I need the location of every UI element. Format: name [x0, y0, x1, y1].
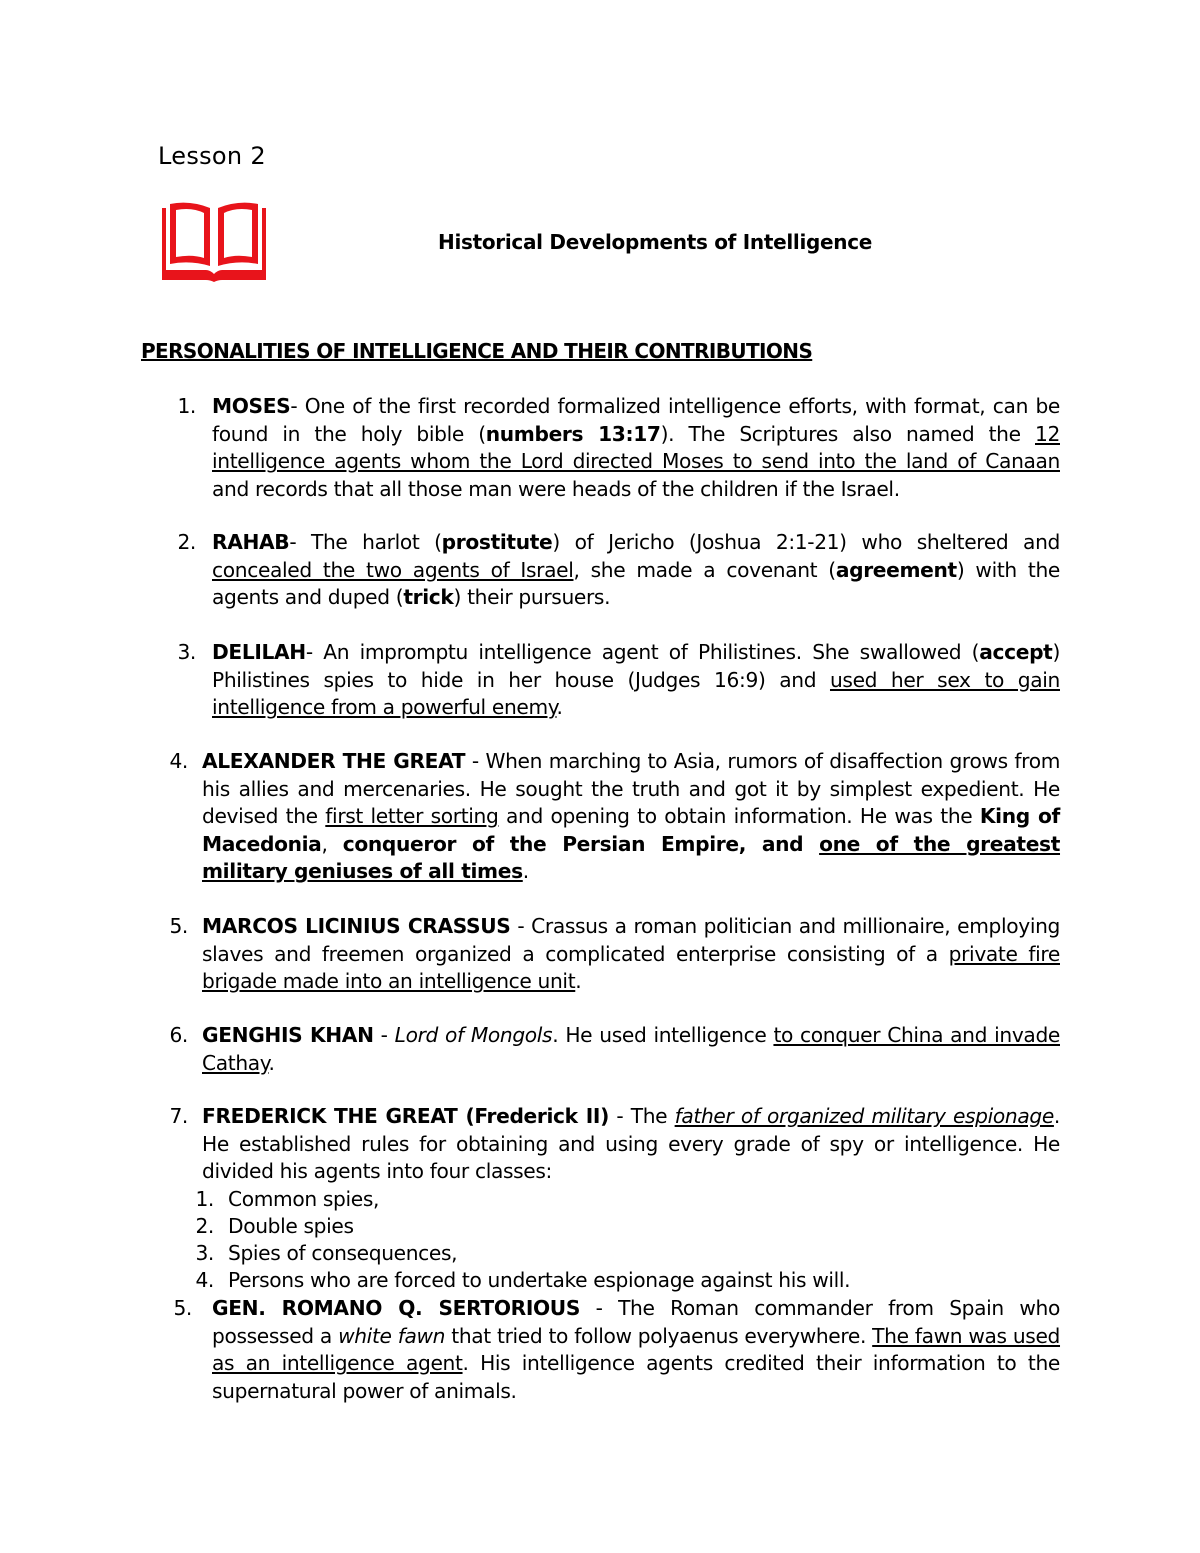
item-text: ) with the agents and duped (	[212, 557, 1060, 609]
personality-name: GEN. ROMANO Q. SERTORIOUS	[212, 1296, 581, 1320]
underlined-text: private fire brigade made into an intelligence unit	[202, 941, 1060, 993]
list-number: 2.	[177, 530, 196, 554]
list-item	[160, 393, 1060, 503]
underlined-text: to conquer China and invade Cathay	[202, 1023, 1060, 1075]
agent-class-item	[160, 1240, 1060, 1267]
document-title: Historical Developments of Intelligence	[438, 230, 873, 254]
list-number: 1.	[177, 394, 196, 418]
item-text: .	[575, 969, 582, 993]
item-text: that tried to follow polyaenus everywhere.	[445, 1323, 873, 1348]
sublist-number: 4.	[195, 1267, 214, 1292]
underlined-text: concealed the two agents of Israel	[212, 557, 574, 582]
item-text: .	[268, 1050, 275, 1075]
agent-class-text: Common spies,	[228, 1186, 380, 1211]
bold-term: King of Macedonia	[202, 804, 1060, 856]
list-number: 7.	[169, 1104, 188, 1128]
agent-class-item	[160, 1186, 1060, 1213]
bold-term: trick	[403, 585, 454, 609]
underlined-text: 12 intelligence agents whom the Lord directed Moses to send into the land of Canaan	[212, 421, 1060, 473]
item-text: - The harlot (	[289, 530, 442, 554]
list-item	[160, 529, 1060, 612]
personality-name: GENGHIS KHAN	[202, 1023, 374, 1047]
sublist-number: 3.	[195, 1240, 214, 1265]
agent-class-text: Spies of consequences,	[228, 1240, 458, 1265]
list-number: 4.	[169, 749, 188, 773]
section-heading: PERSONALITIES OF INTELLIGENCE AND THEIR CONTRIBUTIONS	[141, 339, 813, 363]
item-text: ,	[321, 831, 343, 856]
item-text: ) of Jericho (Joshua 2:1-21) who sheltered and	[552, 530, 1060, 554]
item-text: - One of the first recorded formalized intelligence efforts, with format, can be found in the holy bible (	[212, 394, 1060, 446]
sublist-number: 2.	[195, 1213, 214, 1238]
bold-term: agreement	[835, 557, 957, 582]
list-number: 5.	[169, 914, 188, 938]
item-text: and records that all those man were heads of the children if the Israel.	[212, 476, 900, 501]
item-text: - Crassus a roman politician and millionaire, employing slaves and freemen organized a complicated enterprise consisting of a	[202, 914, 1061, 966]
underlined-text: first letter sorting	[325, 804, 499, 828]
agent-class-item	[160, 1213, 1060, 1240]
item-text: . His intelligence agents credited their information to the supernatural power of animals.	[212, 1351, 1060, 1403]
item-text: - An impromptu intelligence agent of Philistines. She swallowed (	[305, 640, 980, 664]
agent-class-item	[160, 1267, 1060, 1294]
personality-name: FREDERICK THE GREAT (Frederick II)	[202, 1104, 609, 1128]
bold-term: prostitute	[441, 530, 553, 554]
list-item	[160, 1022, 1060, 1077]
list-item	[160, 748, 1060, 886]
italic-text: Lord of Mongols	[394, 1023, 553, 1047]
underlined-text: used her sex to gain intelligence from a powerful enemy	[212, 667, 1060, 719]
italic-text: white fawn	[338, 1323, 446, 1348]
item-text: - The Roman commander from Spain who possessed a	[212, 1296, 1060, 1348]
bold-underlined-text: one of the greatest military geniuses of all times	[202, 831, 1061, 883]
personality-name: MOSES	[212, 394, 291, 418]
item-text: , she made a covenant (	[573, 557, 836, 582]
item-text: .	[556, 695, 563, 719]
agent-class-text: Double spies	[228, 1213, 354, 1238]
personality-name: RAHAB	[212, 530, 290, 554]
bold-term: numbers 13:17	[485, 421, 661, 446]
sublist-number: 1.	[195, 1186, 214, 1211]
item-text: ). The Scriptures also named the	[660, 421, 1035, 446]
item-text: , and	[738, 831, 820, 856]
personality-name: ALEXANDER THE GREAT	[202, 749, 466, 773]
personality-name: MARCOS LICINIUS CRASSUS	[202, 914, 511, 938]
personality-name: DELILAH	[212, 640, 306, 664]
item-text: ) Philistines spies to hide in her house (Judges 16:9) and	[212, 640, 1060, 692]
list-number: 5.	[173, 1296, 192, 1320]
item-text: - The	[608, 1104, 675, 1128]
bold-term: accept	[979, 640, 1053, 664]
item-text: .	[522, 859, 529, 883]
item-text: - When marching to Asia, rumors of disaffection grows from his allies and mercenaries. He sought the truth and got it by simplest expedient. He devised the	[202, 749, 1061, 828]
item-text: . He established rules for obtaining and using every grade of spy or intelligence. He divided his agents into four classes:	[202, 1104, 1060, 1183]
lesson-label: Lesson 2	[158, 142, 266, 170]
agent-classes-list	[160, 1186, 1060, 1294]
list-number: 3.	[177, 640, 196, 664]
underlined-text: The fawn was used as an intelligence agent	[212, 1323, 1061, 1375]
item-text: and opening to obtain information. He was the	[498, 804, 980, 828]
list-item	[160, 913, 1060, 996]
list-item	[160, 639, 1060, 722]
list-item	[160, 1103, 1060, 1294]
book-icon	[160, 200, 268, 282]
item-text: ) their pursuers.	[453, 585, 611, 609]
bold-term: conqueror of the Persian Empire	[342, 831, 739, 856]
list-number: 6.	[169, 1023, 188, 1047]
agent-class-text: Persons who are forced to undertake espionage against his will.	[228, 1267, 851, 1292]
list-item	[160, 1295, 1060, 1405]
italic-underlined-text: father of organized military espionage	[674, 1104, 1054, 1128]
item-text: -	[373, 1023, 395, 1047]
item-text: . He used intelligence	[552, 1023, 774, 1047]
